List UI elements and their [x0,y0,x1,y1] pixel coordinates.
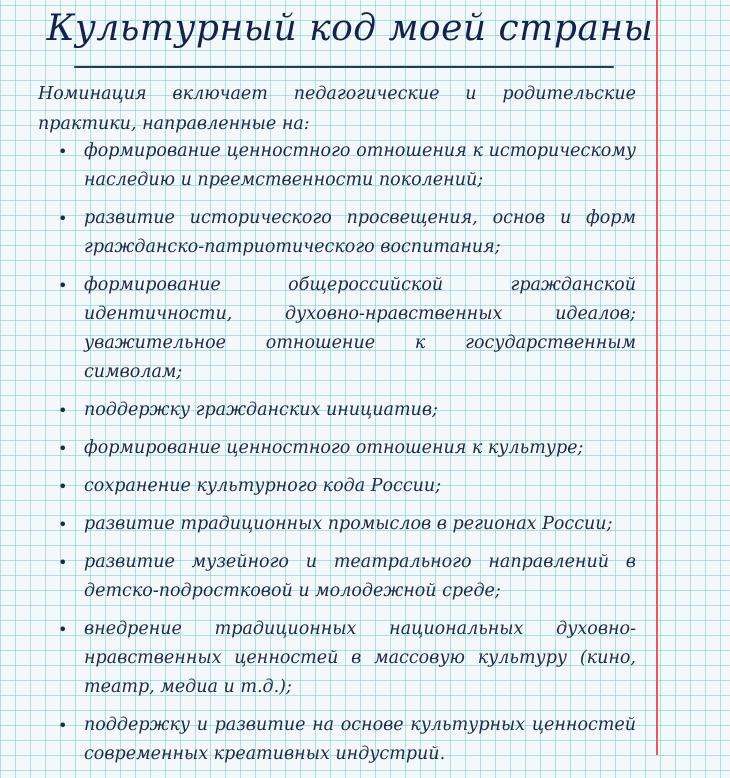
bullet-icon: • [58,276,68,295]
bullet-icon: • [58,515,68,534]
bullet-icon: • [58,620,68,639]
list-item [56,396,636,425]
bullet-icon: • [58,401,68,420]
list-item [56,204,636,262]
list-item-text: развитие исторического просвещения, основ и форм гражданско-патриотического воспитания; [84,208,636,257]
list-item-text: формирование общероссийской гражданской идентичности, духовно-нравственных идеалов; уважительное отношение к государственным символам; [84,275,636,382]
title-underline [74,66,614,68]
bullet-icon: • [58,716,68,735]
bullet-icon: • [58,553,68,572]
list-item-text: развитие традиционных промыслов в регионах России; [84,514,613,534]
page-title: Культурный код моей страны [46,8,654,49]
list-item [56,434,636,463]
list-item [56,510,636,539]
list-item-text: внедрение традиционных национальных духовно-нравственных ценностей в массовую культуру (кино, театр, медиа и т.д.); [84,619,636,697]
list-item [56,137,636,195]
nomination-list [56,137,636,778]
bullet-icon: • [58,439,68,458]
bullet-icon: • [58,209,68,228]
list-item [56,472,636,501]
list-item [56,615,636,702]
list-item [56,548,636,606]
bullet-icon: • [58,477,68,496]
list-item [56,711,636,769]
bullet-icon: • [58,142,68,161]
list-item-text: поддержку гражданских инициатив; [84,400,438,420]
list-item [56,271,636,387]
list-item-text: формирование ценностного отношения к историческому наследию и преемственности поколений; [84,141,636,190]
list-item-text: поддержку и развитие на основе культурных ценностей современных креативных индустрий. [84,715,636,764]
list-item-text: сохранение культурного кода России; [84,476,442,496]
intro-text: Номинация включает педагогические и родительские практики, направленные на: [38,84,636,134]
margin-line [656,0,658,755]
list-item-text: формирование ценностного отношения к культуре; [84,438,584,458]
list-item-text: развитие музейного и театрального направлений в детско-подростковой и молодежной среде; [84,552,636,601]
